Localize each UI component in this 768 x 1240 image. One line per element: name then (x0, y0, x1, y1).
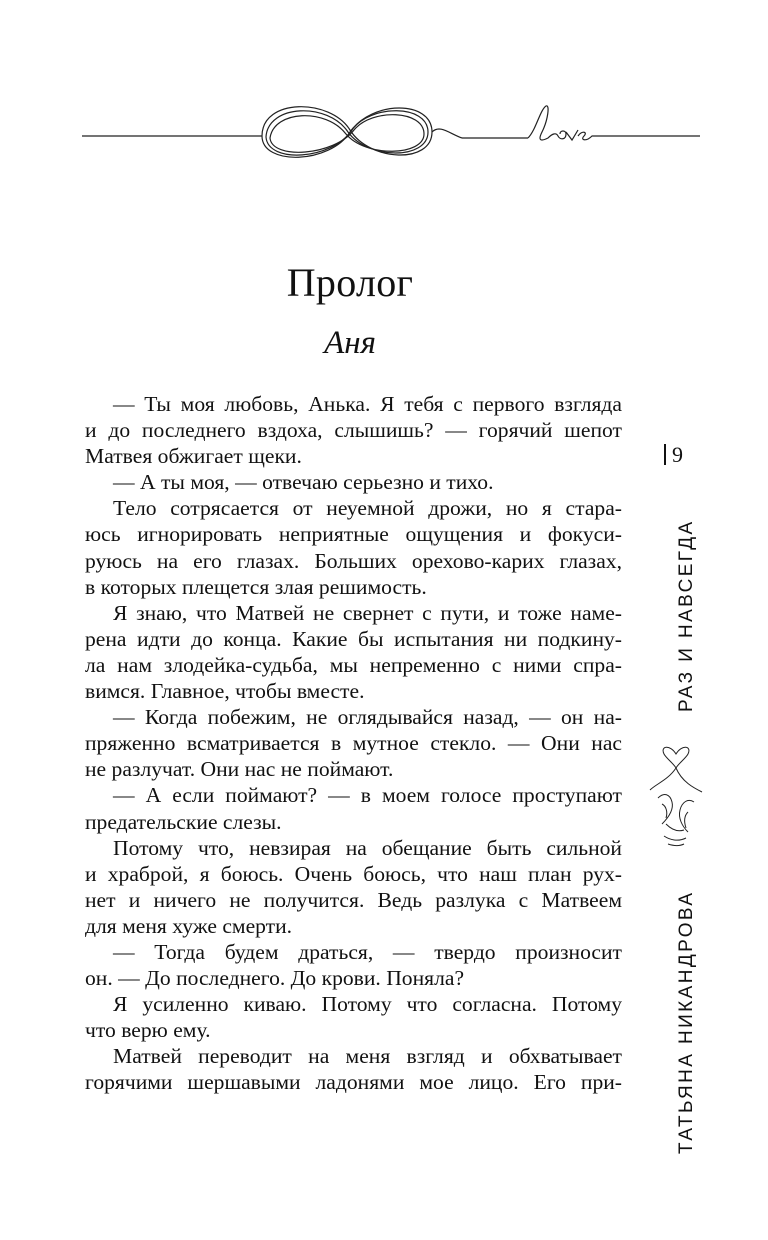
chapter-title: Пролог (286, 260, 414, 305)
text-line: и до последнего вздоха, слышишь? — горячий шепот (85, 418, 622, 443)
author-name: ТАТЬЯНА НИКАНДРОВА (676, 890, 697, 1154)
text-line: в которых плещется злая решимость. (85, 574, 427, 599)
text-line: предательские слезы. (85, 809, 282, 834)
text-line: Тело сотрясается от неуемной дрожи, но я стара- (113, 496, 622, 521)
text-line: он. — До последнего. До крови. Поняла? (85, 966, 465, 991)
text-line: не разлучат. Они нас не поймают. (85, 757, 394, 782)
text-line: — Тогда будем драться, — твердо произносит (113, 939, 622, 964)
text-line: горячими шершавыми ладонями мое лицо. Его при- (85, 1070, 622, 1095)
text-line: юсь игнорировать неприятные ощущения и фокуси- (85, 522, 622, 547)
text-line: рена идти до конца. Какие бы испытания ни подкину- (85, 626, 622, 651)
text-line: Потому что, невзирая на обещание быть сильной (113, 835, 622, 860)
text-line: и храброй, я боюсь. Очень боюсь, что наш план рух- (85, 861, 622, 886)
page-number-rule (664, 444, 666, 465)
page-number (664, 442, 683, 468)
infinity-love-ornament (0, 80, 768, 190)
text-line: Я знаю, что Матвей не свернет с пути, и тоже наме- (113, 600, 622, 625)
text-line: нет и ничего не получится. Ведь разлука с Матвеем (85, 887, 622, 912)
text-line: — Ты моя любовь, Анька. Я тебя с первого взгляда (113, 392, 622, 416)
text-line: что верю ему. (85, 1018, 211, 1043)
text-line: — Когда побежим, не оглядывайся назад, — он на- (113, 705, 622, 730)
text-line: для меня хуже смерти. (85, 913, 293, 938)
text-line: пряженно всматривается в мутное стекло. — Они нас (85, 731, 622, 756)
text-line: — А ты моя, — отвечаю серьезно и тихо. (113, 470, 494, 495)
text-line: — А если поймают? — в моем голосе проступают (113, 783, 622, 808)
book-title: РАЗ И НАВСЕГДА (676, 519, 697, 712)
text-line: ла нам злодейка-судьба, мы непременно с ними спра- (85, 652, 622, 677)
text-line: Матвей переводит на меня взгляд и обхватывает (113, 1044, 622, 1069)
hands-heart-icon (648, 732, 704, 850)
text-line: вимся. Главное, чтобы вместе. (85, 679, 365, 704)
text-line: Матвея обжигает щеки. (85, 444, 302, 469)
chapter-subtitle: Аня (324, 325, 376, 361)
text-line: руюсь на его глазах. Больших орехово-карих глазах, (85, 548, 622, 573)
page-number-value: 9 (672, 442, 683, 467)
body-text (85, 391, 622, 1096)
text-line: Я усиленно киваю. Потому что согласна. Потому (113, 992, 622, 1017)
